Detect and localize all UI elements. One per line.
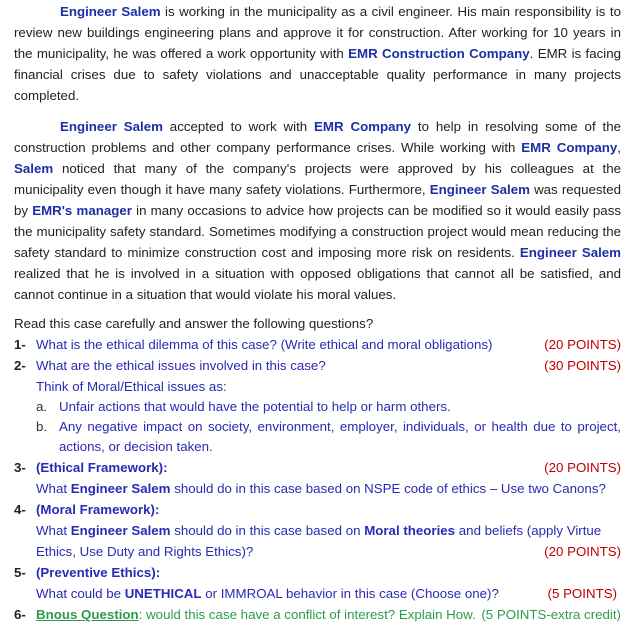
list-text: Any negative impact on society, environment, employer, individuals, or health due to project, actions, or decision taken. (59, 419, 621, 454)
points-label: (5 POINTS) (547, 586, 617, 601)
question-title: (Ethical Framework): (36, 460, 168, 475)
list-marker: a. (36, 399, 48, 414)
bonus-label: Bnous Question (36, 607, 139, 622)
text: in many occasions to advice how projects can be modified so it would easily pass the municipality safety standard. Sometimes modifying a construction project would mean reducing the safety standard to minimize construction cost and imposing more risk on residents. (14, 203, 621, 260)
points-label: (5 POINTS-extra credit) (481, 607, 621, 622)
bold-text: Engineer Salem (519, 245, 621, 260)
text: , (617, 140, 621, 155)
question-2-subtitle: Think of Moral/Ethical issues as: (36, 379, 227, 394)
list-item (14, 397, 621, 417)
question-text: What are the ethical issues involved in this case? (36, 358, 326, 373)
points-label: (20 POINTS) (544, 337, 621, 352)
question-3 (14, 457, 621, 478)
question-title: (Preventive Ethics): (36, 565, 161, 580)
text: noticed that many of the company's projects were approved by his colleagues at the municipality even though it have many safety violations. Furthermore, (14, 161, 621, 197)
list-text: Unfair actions that would have the potential to help or harm others. (59, 399, 451, 414)
question-text: : would this case have a conflict of interest? Explain How. (138, 607, 476, 622)
text: should do in this case based on (170, 523, 365, 538)
text: What could be (36, 586, 125, 601)
question-number: 4- (14, 502, 26, 517)
question-number: 1- (14, 337, 26, 352)
bold-text: UNETHICAL (124, 586, 202, 601)
question-number: 3- (14, 460, 26, 475)
list-item (14, 417, 621, 457)
text: What (36, 523, 71, 538)
question-6 (14, 604, 621, 625)
question-text: What is the ethical dilemma of this case? (Write ethical and moral obligations) (36, 337, 493, 352)
bold-text: Engineer Salem (70, 481, 171, 496)
question-2 (14, 355, 621, 376)
question-4 (14, 499, 621, 520)
bold-text: Moral theories (364, 523, 456, 538)
case-paragraph-2 (14, 116, 621, 305)
question-1 (14, 334, 621, 355)
bold-text: Engineer Salem (60, 4, 161, 19)
text: is working in the municipality as a civil engineer. His main responsibility is to review new buildings engineering plans and approve it for construction. After working for 10 years in the municipality, he was offered a work opportunity with (14, 4, 621, 61)
points-label: (20 POINTS) (544, 460, 621, 475)
question-title: (Moral Framework): (36, 502, 160, 517)
question-3-text (14, 478, 621, 499)
text: accepted to work with (162, 119, 315, 134)
list-marker: b. (36, 419, 48, 434)
points-label: (20 POINTS) (544, 544, 621, 559)
bold-text: Engineer Salem (429, 182, 530, 197)
case-paragraph-1 (14, 1, 621, 106)
question-number: 6- (14, 607, 26, 622)
question-5-text (14, 583, 621, 604)
text: to help in resolving some of the construction problems and other company performance crises. While working with (14, 119, 621, 155)
text: was requested by (14, 182, 621, 218)
bold-text: Engineer Salem (70, 523, 171, 538)
bold-text: EMR Company (521, 140, 618, 155)
points-label: (30 POINTS) (544, 358, 621, 373)
question-number: 5- (14, 565, 26, 580)
question-4-text (14, 520, 621, 562)
bold-text: EMR's manager (32, 203, 132, 218)
text: should do in this case based on NSPE code of ethics – Use two Canons? (170, 481, 606, 496)
instructions: Read this case carefully and answer the following questions? (14, 316, 374, 331)
question-number: 2- (14, 358, 26, 373)
question-5 (14, 562, 621, 583)
document-page (0, 1, 635, 625)
bold-text: Engineer Salem (60, 119, 163, 134)
bold-text: EMR Company (314, 119, 412, 134)
text: realized that he is involved in a situation with opposed obligations that cannot all be satisfied, and cannot continue in a situation that would violate his moral values. (14, 266, 621, 302)
text: and beliefs (apply Virtue Ethics, Use Duty and Rights Ethics)? (36, 523, 602, 559)
bold-text: Salem (14, 161, 54, 176)
text: What (36, 481, 71, 496)
bold-text: EMR Construction Company (348, 46, 530, 61)
text: . EMR is facing financial crises due to safety violations and unacceptable quality performance in many projects completed. (14, 46, 621, 103)
text: or IMMROAL behavior in this case (Choose one)? (201, 586, 499, 601)
